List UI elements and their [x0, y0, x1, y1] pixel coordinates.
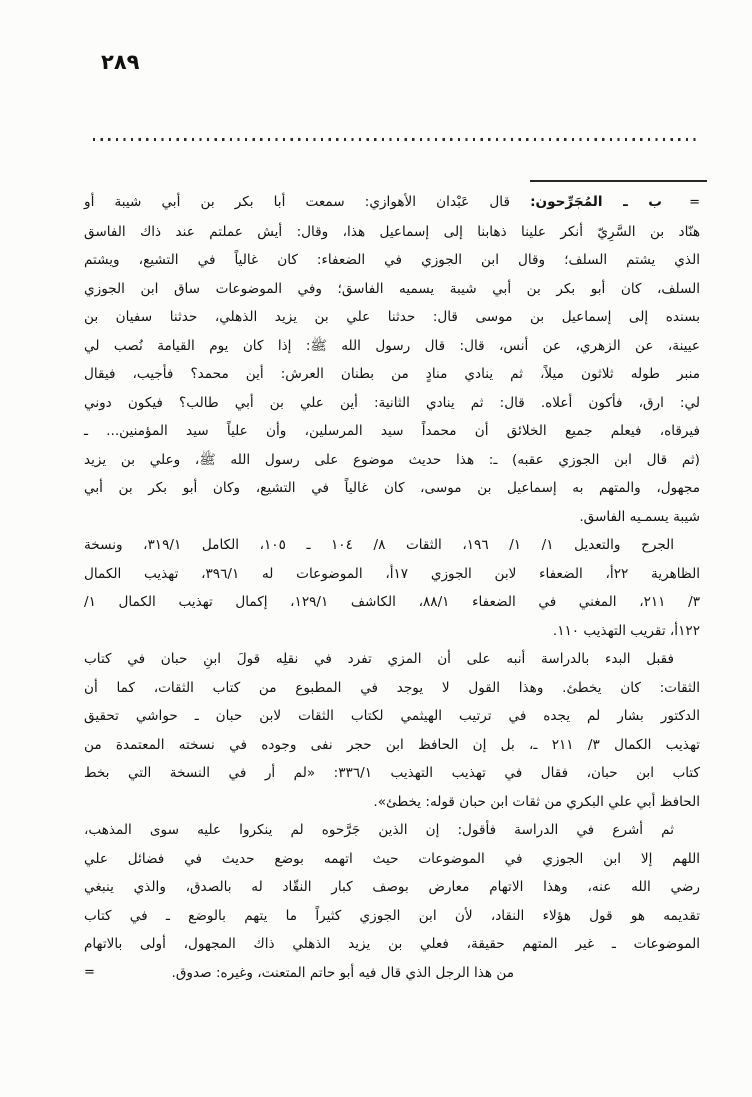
continuation-end-marker: =	[84, 964, 95, 980]
footnote-line: الذي يشتم السلف؛ وقال ابن الجوزي في الضعفاء: كان غالياً في التشيع، ويشتم	[84, 252, 700, 268]
footnote-line: الموضوعات ـ غير المتهم حقيقة، فعلي بن يزيد الذهلي ذاك المجهول، أولى بالاتهام	[84, 936, 700, 952]
footnote-line: ١٢٢أ، تقريب التهذيب ١١٠.	[552, 622, 700, 639]
footnote-text	[84, 188, 700, 987]
footnote-separator-rule	[530, 180, 707, 182]
footnote-line: هنّاد بن السَّرِيّ أنكر علينا ذهابنا إلى إسماعيل هذا، وقال: أيش عملتم عند ذاك الفاسق	[84, 223, 700, 240]
footnote-line: لي: ارق، فأكون أعلاه. قال: ثم ينادي الثانية: أين علي بن أبي طالب؟ فيكون دوني	[84, 394, 700, 411]
footnote-line: تقديمه هو قول هؤلاء النقاد، لأن ابن الجوزي كثيراً ما يتهم بالوضع ـ في كتاب	[84, 907, 700, 924]
footnote-line: رضي الله عنه، وهذا الاتهام معارض بوصف كبار النقّاد له بالصدق، والذي ينبغي	[84, 879, 700, 895]
footnote-line: الجرح والتعديل ١/ ١/ ١٩٦، الثقات ٨/ ١٠٤ ـ ١٠٥، الكامل ٣١٩/١، ونسخة	[84, 537, 675, 553]
footnote-line: الظاهرية ٢٢أ، الضعفاء لابن الجوزي ١٧أ، الموضوعات له ٣٩٦/١، تهذيب الكمال	[84, 565, 700, 582]
footnote-line: عيينة، عن الزهري، عن أنس، قال: قال رسول الله ﷺ: إذا كان يوم القيامة نُصب لي	[84, 337, 700, 354]
footnote-line: السلف، كان أبو بكر بن أبي شيبة يسميه الفاسق؛ وفي الموضوعات ساق ابن الجوزي	[84, 280, 700, 297]
footnote-line: ثم أشرع في الدراسة فأقول: إن الذين جَرَّحوه لم ينكروا عليه سوى المذهب،	[84, 822, 674, 838]
footnote-line: منبر طوله ثلاثون ميلاً، ثم ينادي منادٍ من بطنان العرش: أين محمد؟ فأجيب، فيقال	[84, 366, 700, 382]
footnote-line	[84, 959, 700, 988]
footnote-line: بسنده إلى إسماعيل بن موسى قال: حدثنا علي بن يزيد الذهلي، حدثنا سفيان بن	[84, 309, 700, 325]
footnote-line-text: من هذا الرجل الذي قال فيه أبو حاتم المتعنت، وغيره: صدوق.	[171, 964, 514, 981]
footnote-line: الثقات: كان يخطئ. وهذا القول لا يوجد في المطبوع من كتاب الثقات، كما أن	[84, 679, 700, 696]
footnote-line: الحافظ أبي علي البكري من ثقات ابن حبان قوله: يخطئ».	[373, 793, 700, 810]
footnote-line: مجهول، والمتهم به إسماعيل بن موسى، كان غالياً في التشيع، وكان أبو بكر بن أبي	[84, 480, 700, 496]
footnote-line: الدكتور بشار لم يجده في ترتيب الهيثمي لكتاب الثقات لابن حبان ـ حواشي تحقيق	[84, 708, 700, 724]
page-number: ٢٨٩	[101, 50, 140, 74]
footnote-line: فقبل البدء بالدراسة أنبه على أن المزي تفرد في نقلِه قولَ ابنِ حبان في كتاب	[84, 651, 674, 667]
footnote-line: ٣/ ٢١١، المغني في الضعفاء ٨٨/١، الكاشف ١٢٩/١، إكمال تهذيب الكمال ١/	[84, 594, 700, 610]
footnote-heading: ب ـ المُجَرِّحون:	[530, 194, 662, 210]
footnote-line: شيبة يسمـيه الفاسق.	[579, 508, 700, 525]
footnote-line: فيرقاه، فيعلم جميع الخلائق أن محمداً سيد المرسلين، وأن علياً سيد المؤمنين... ـ	[84, 423, 700, 439]
footnote-line: تهذيب الكمال ٣/ ٢١١ ـ، بل إن الحافظ ابن حجر نفى وجوده في نسخته المعتمدة من	[84, 736, 700, 753]
footnote-line	[84, 188, 700, 218]
footnote-line-text: قال عَبْدان الأهوازي: سمعت أبا بكر بن أبي شيبة أو	[84, 194, 510, 210]
footnote-line: (ثم قال ابن الجوزي عقبه) ـ: هذا حديث موضوع على رسول الله ﷺ، وعلي بن يزيد	[84, 451, 700, 468]
footnote-line: كتاب ابن حبان، فقال في تهذيب التهذيب ٣٣٦/١: «لم أر في النسخة التي بخط	[84, 765, 700, 781]
dotted-separator-line	[93, 138, 701, 141]
footnote-line: اللهم إلا ابن الجوزي في الموضوعات حيث اتهمه بوضع حديث في فضائل علي	[84, 850, 700, 867]
continuation-start-marker: =	[689, 195, 700, 210]
